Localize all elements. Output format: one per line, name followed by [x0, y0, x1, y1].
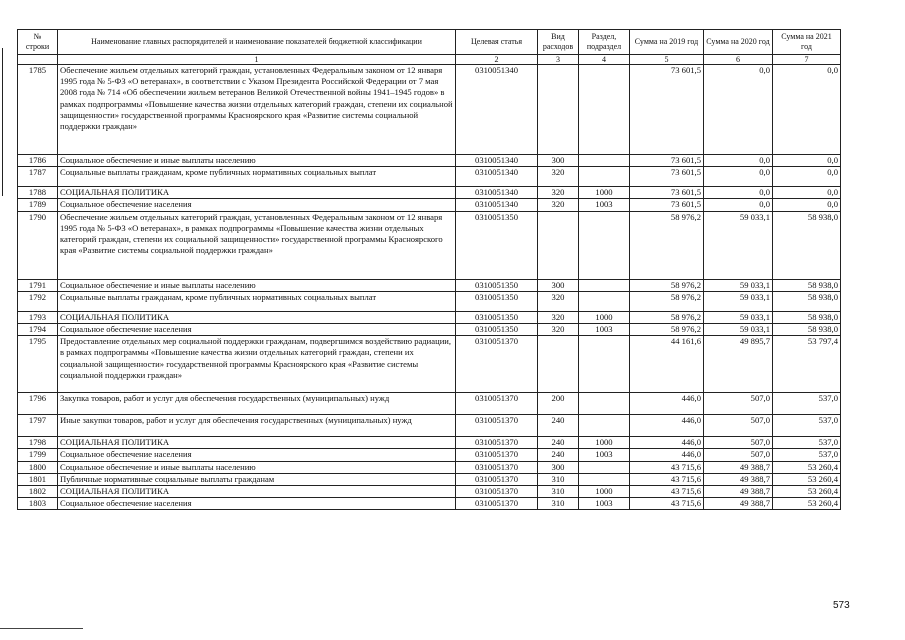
table-row: [18, 279, 841, 291]
target-article: 0310051350: [456, 279, 538, 291]
section-code: 1003: [579, 498, 630, 510]
sum-2019: 58 976,2: [630, 211, 704, 279]
sum-2019: 73 601,5: [630, 187, 704, 199]
column-number: 2: [456, 55, 538, 65]
row-name: Социальное обеспечение и иные выплаты населению: [58, 279, 456, 291]
sum-2021: 0,0: [773, 65, 841, 155]
header-sum-2020: Сумма на 2020 год: [704, 30, 773, 55]
sum-2019: 446,0: [630, 437, 704, 449]
sum-2020: 59 033,1: [704, 291, 773, 311]
sum-2019: 43 715,6: [630, 461, 704, 473]
sum-2019: 43 715,6: [630, 498, 704, 510]
section-code: [579, 65, 630, 155]
expense-type: 200: [538, 393, 579, 415]
table-row: [18, 311, 841, 323]
row-number: 1786: [18, 155, 58, 167]
table-row: [18, 187, 841, 199]
sum-2021: 537,0: [773, 437, 841, 449]
sum-2019: 58 976,2: [630, 279, 704, 291]
target-article: 0310051350: [456, 311, 538, 323]
sum-2021: 58 938,0: [773, 311, 841, 323]
header-name: Наименование главных распорядителей и наименование показателей бюджетной классификации: [58, 30, 456, 55]
table-row: [18, 449, 841, 461]
expense-type: 320: [538, 199, 579, 211]
section-code: 1003: [579, 199, 630, 211]
sum-2021: 58 938,0: [773, 291, 841, 311]
sum-2020: 0,0: [704, 199, 773, 211]
sum-2021: 0,0: [773, 199, 841, 211]
target-article: 0310051370: [456, 461, 538, 473]
expense-type: 300: [538, 279, 579, 291]
sum-2020: 507,0: [704, 415, 773, 437]
target-article: 0310051370: [456, 486, 538, 498]
row-number: 1795: [18, 336, 58, 393]
sum-2019: 446,0: [630, 393, 704, 415]
section-code: 1000: [579, 187, 630, 199]
row-name: Предоставление отдельных мер социальной поддержки гражданам, подвергшимся воздействию радиации, в рамках подпрограммы «Повышение качества жизни отдельных категорий граждан, степени их социальной защищенности» государственной программы Красноярского края «Развитие системы социальной поддержки граждан»: [58, 336, 456, 393]
sum-2021: 53 260,4: [773, 486, 841, 498]
footer-rule: [0, 628, 83, 629]
expense-type: 310: [538, 498, 579, 510]
section-code: [579, 155, 630, 167]
row-name: Закупка товаров, работ и услуг для обеспечения государственных (муниципальных) нужд: [58, 393, 456, 415]
row-name: СОЦИАЛЬНАЯ ПОЛИТИКА: [58, 437, 456, 449]
sum-2020: 507,0: [704, 449, 773, 461]
table-row: [18, 461, 841, 473]
row-name: Социальное обеспечение и иные выплаты населению: [58, 461, 456, 473]
section-code: [579, 336, 630, 393]
expense-type: 240: [538, 449, 579, 461]
row-name: Публичные нормативные социальные выплаты гражданам: [58, 473, 456, 485]
row-number: 1790: [18, 211, 58, 279]
sum-2021: 53 260,4: [773, 461, 841, 473]
target-article: 0310051350: [456, 211, 538, 279]
header-sum-2019: Сумма на 2019 год: [630, 30, 704, 55]
table-row: [18, 486, 841, 498]
column-number: 5: [630, 55, 704, 65]
row-number: 1799: [18, 449, 58, 461]
page-number: 573: [833, 600, 850, 611]
row-name: Социальное обеспечение населения: [58, 199, 456, 211]
target-article: 0310051340: [456, 187, 538, 199]
expense-type: 240: [538, 415, 579, 437]
expense-type: 300: [538, 461, 579, 473]
expense-type: 320: [538, 167, 579, 187]
sum-2019: 58 976,2: [630, 311, 704, 323]
row-number: 1794: [18, 324, 58, 336]
sum-2021: 0,0: [773, 155, 841, 167]
table-row: [18, 498, 841, 510]
target-article: 0310051370: [456, 498, 538, 510]
section-code: [579, 279, 630, 291]
target-article: 0310051370: [456, 449, 538, 461]
sum-2019: 43 715,6: [630, 473, 704, 485]
sum-2021: 537,0: [773, 415, 841, 437]
sum-2020: 59 033,1: [704, 279, 773, 291]
sum-2021: 53 260,4: [773, 473, 841, 485]
target-article: 0310051370: [456, 437, 538, 449]
sum-2021: 58 938,0: [773, 324, 841, 336]
sum-2020: 0,0: [704, 167, 773, 187]
expense-type: [538, 336, 579, 393]
target-article: 0310051370: [456, 473, 538, 485]
expense-type: 300: [538, 155, 579, 167]
expense-type: [538, 211, 579, 279]
sum-2019: 58 976,2: [630, 324, 704, 336]
row-name: Социальное обеспечение населения: [58, 498, 456, 510]
sum-2021: 53 797,4: [773, 336, 841, 393]
target-article: 0310051340: [456, 155, 538, 167]
sum-2019: 73 601,5: [630, 65, 704, 155]
row-number: 1788: [18, 187, 58, 199]
target-article: 0310051350: [456, 291, 538, 311]
table-row: [18, 473, 841, 485]
sum-2020: 0,0: [704, 65, 773, 155]
expense-type: 320: [538, 311, 579, 323]
expense-type: 320: [538, 324, 579, 336]
sum-2020: 49 388,7: [704, 498, 773, 510]
header-section: Раздел, подраздел: [579, 30, 630, 55]
sum-2019: 73 601,5: [630, 155, 704, 167]
target-article: 0310051350: [456, 324, 538, 336]
expense-type: 310: [538, 473, 579, 485]
row-name: Социальные выплаты гражданам, кроме публичных нормативных социальных выплат: [58, 167, 456, 187]
row-name: Социальное обеспечение и иные выплаты населению: [58, 155, 456, 167]
sum-2021: 53 260,4: [773, 498, 841, 510]
table-row: [18, 437, 841, 449]
sum-2020: 49 388,7: [704, 461, 773, 473]
section-code: 1000: [579, 486, 630, 498]
table-row: [18, 415, 841, 437]
sum-2019: 73 601,5: [630, 199, 704, 211]
header-target: Целевая статья: [456, 30, 538, 55]
margin-rule: [2, 48, 3, 196]
header-row-no: № строки: [18, 30, 58, 55]
table-row: [18, 336, 841, 393]
sum-2020: 59 033,1: [704, 211, 773, 279]
row-number: 1792: [18, 291, 58, 311]
table-row: [18, 324, 841, 336]
row-number: 1796: [18, 393, 58, 415]
sum-2021: 58 938,0: [773, 211, 841, 279]
expense-type: 320: [538, 187, 579, 199]
section-code: [579, 167, 630, 187]
column-number-row: [18, 55, 841, 65]
sum-2020: 59 033,1: [704, 311, 773, 323]
column-number-blank: [18, 55, 58, 65]
sum-2021: 537,0: [773, 393, 841, 415]
sum-2021: 0,0: [773, 167, 841, 187]
column-number: 6: [704, 55, 773, 65]
row-number: 1787: [18, 167, 58, 187]
section-code: 1000: [579, 311, 630, 323]
section-code: [579, 211, 630, 279]
row-name: Социальные выплаты гражданам, кроме публичных нормативных социальных выплат: [58, 291, 456, 311]
row-name: СОЦИАЛЬНАЯ ПОЛИТИКА: [58, 187, 456, 199]
sum-2019: 446,0: [630, 449, 704, 461]
section-code: 1003: [579, 449, 630, 461]
sum-2019: 73 601,5: [630, 167, 704, 187]
sum-2019: 44 161,6: [630, 336, 704, 393]
target-article: 0310051340: [456, 167, 538, 187]
section-code: [579, 473, 630, 485]
column-number: 1: [58, 55, 456, 65]
table-row: [18, 155, 841, 167]
row-name: Социальное обеспечение населения: [58, 449, 456, 461]
row-name: Обеспечение жильем отдельных категорий граждан, установленных Федеральным законом от 12 января 1995 года № 5-ФЗ «О ветеранах», в соответствии с Указом Президента Российской Федерации от 7 мая 2008 года № 714 «Об обеспечении жильем ветеранов Великой Отечественной войны 1941–1945 годов» в рамках подпрограммы «Повышение качества жизни отдельных категорий граждан, степени их социальной защищенности» государственной программы Красноярского края «Развитие системы социальной поддержки граждан»: [58, 65, 456, 155]
target-article: 0310051370: [456, 336, 538, 393]
row-number: 1802: [18, 486, 58, 498]
table-row: [18, 65, 841, 155]
row-name: СОЦИАЛЬНАЯ ПОЛИТИКА: [58, 486, 456, 498]
column-number: 3: [538, 55, 579, 65]
row-number: 1791: [18, 279, 58, 291]
row-name: Социальное обеспечение населения: [58, 324, 456, 336]
sum-2020: 59 033,1: [704, 324, 773, 336]
sum-2021: 58 938,0: [773, 279, 841, 291]
target-article: 0310051340: [456, 199, 538, 211]
row-name: Обеспечение жильем отдельных категорий граждан, установленных Федеральным законом от 12 января 1995 года № 5-ФЗ «О ветеранах», в рамках подпрограммы «Повышение качества жизни отдельных категорий граждан, степени их социальной защищенности» государственной программы Красноярского края «Развитие системы социальной поддержки граждан»: [58, 211, 456, 279]
sum-2021: 537,0: [773, 449, 841, 461]
row-number: 1793: [18, 311, 58, 323]
sum-2020: 49 388,7: [704, 486, 773, 498]
sum-2020: 49 388,7: [704, 473, 773, 485]
budget-table: [17, 29, 841, 510]
table-row: [18, 291, 841, 311]
section-code: [579, 291, 630, 311]
header-sum-2021: Сумма на 2021 год: [773, 30, 841, 55]
sum-2020: 507,0: [704, 437, 773, 449]
row-number: 1789: [18, 199, 58, 211]
expense-type: 320: [538, 291, 579, 311]
row-number: 1800: [18, 461, 58, 473]
sum-2020: 0,0: [704, 187, 773, 199]
sum-2020: 507,0: [704, 393, 773, 415]
target-article: 0310051370: [456, 393, 538, 415]
section-code: [579, 415, 630, 437]
row-number: 1798: [18, 437, 58, 449]
table-row: [18, 211, 841, 279]
row-number: 1801: [18, 473, 58, 485]
header-row: [18, 30, 841, 55]
section-code: 1000: [579, 437, 630, 449]
expense-type: 310: [538, 486, 579, 498]
column-number: 4: [579, 55, 630, 65]
sum-2020: 49 895,7: [704, 336, 773, 393]
expense-type: 240: [538, 437, 579, 449]
table-row: [18, 167, 841, 187]
sum-2021: 0,0: [773, 187, 841, 199]
expense-type: [538, 65, 579, 155]
target-article: 0310051370: [456, 415, 538, 437]
target-article: 0310051340: [456, 65, 538, 155]
sum-2020: 0,0: [704, 155, 773, 167]
row-name: СОЦИАЛЬНАЯ ПОЛИТИКА: [58, 311, 456, 323]
row-number: 1797: [18, 415, 58, 437]
row-name: Иные закупки товаров, работ и услуг для обеспечения государственных (муниципальных) нужд: [58, 415, 456, 437]
header-type: Вид расходов: [538, 30, 579, 55]
sum-2019: 58 976,2: [630, 291, 704, 311]
section-code: 1003: [579, 324, 630, 336]
table-row: [18, 199, 841, 211]
table-row: [18, 393, 841, 415]
section-code: [579, 461, 630, 473]
column-number: 7: [773, 55, 841, 65]
sum-2019: 43 715,6: [630, 486, 704, 498]
section-code: [579, 393, 630, 415]
row-number: 1785: [18, 65, 58, 155]
sum-2019: 446,0: [630, 415, 704, 437]
row-number: 1803: [18, 498, 58, 510]
